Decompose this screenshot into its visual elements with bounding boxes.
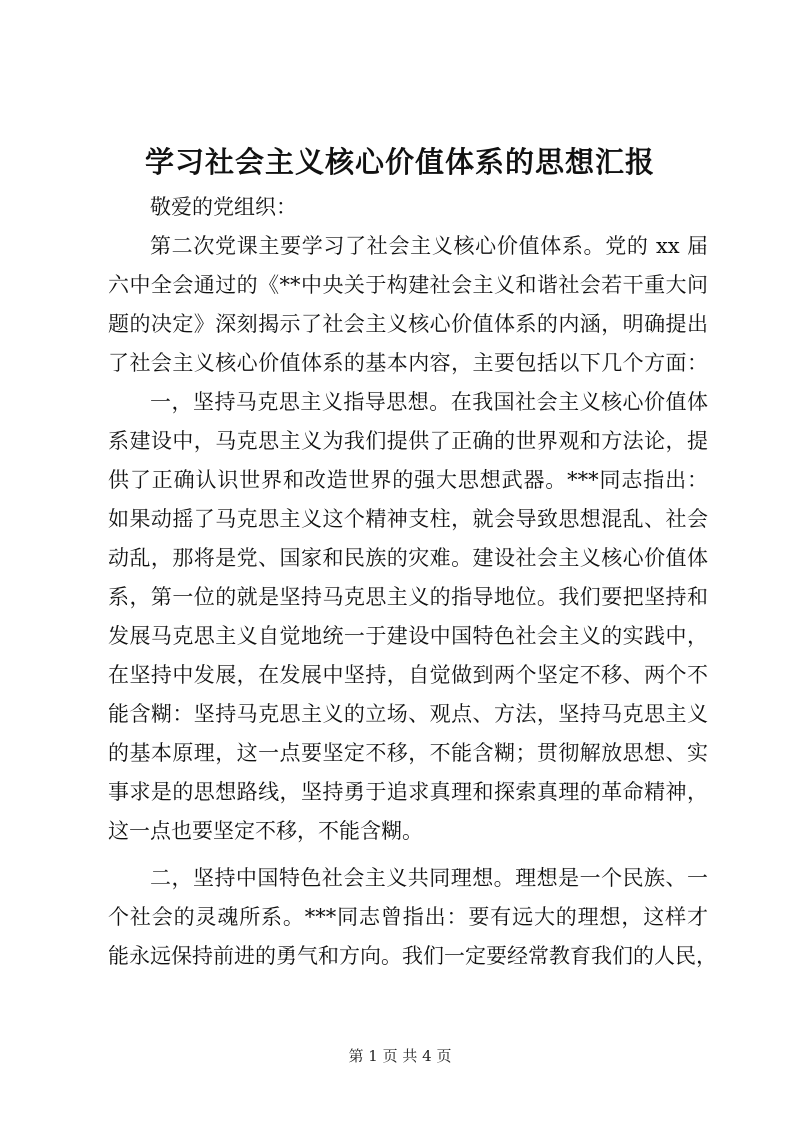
document-body xyxy=(108,188,717,976)
paragraph-line: 如果动摇了马克思主义这个精神支柱，就会导致思想混乱、社会 xyxy=(108,507,708,531)
paragraph-3 xyxy=(108,859,717,976)
paragraph-1 xyxy=(108,227,708,383)
paragraph-line: 个社会的灵魂所系。***同志曾指出：要有远大的理想，这样才 xyxy=(108,905,708,929)
paragraph-line: 题的决定》深刻揭示了社会主义核心价值体系的内涵，明确提出 xyxy=(108,312,708,336)
paragraph-line: 动乱，那将是党、国家和民族的灾难。建设社会主义核心价值体 xyxy=(108,546,708,570)
paragraph-line: 系建设中，马克思主义为我们提供了正确的世界观和方法论，提 xyxy=(108,429,708,453)
paragraph-line: 供了正确认识世界和改造世界的强大思想武器。***同志指出： xyxy=(108,468,708,492)
paragraph-line: 系，第一位的就是坚持马克思主义的指导地位。我们要把坚持和 xyxy=(108,585,708,609)
paragraph-line: 这一点也要坚定不移，不能含糊。 xyxy=(108,819,423,843)
paragraph-line: 第二次党课主要学习了社会主义核心价值体系。党的 xx 届 xyxy=(150,234,708,258)
paragraph-line: 发展马克思主义自觉地统一于建设中国特色社会主义的实践中， xyxy=(108,624,708,648)
paragraph-line: 二，坚持中国特色社会主义共同理想。理想是一个民族、一 xyxy=(150,866,708,890)
paragraph-line: 了社会主义核心价值体系的基本内容，主要包括以下几个方面： xyxy=(108,351,708,375)
paragraph-gap xyxy=(108,851,708,859)
document-title: 学习社会主义核心价值体系的思想汇报 xyxy=(144,145,655,179)
paragraph-line: 能永远保持前进的勇气和方向。我们一定要经常教育我们的人民， xyxy=(108,944,717,968)
paragraph-2 xyxy=(108,383,708,851)
paragraph-line: 在坚持中发展，在发展中坚持，自觉做到两个坚定不移、两个不 xyxy=(108,663,708,687)
paragraph-line: 的基本原理，这一点要坚定不移，不能含糊；贯彻解放思想、实 xyxy=(108,741,708,765)
page-footer: 第 1 页 共 4 页 xyxy=(348,1047,452,1065)
paragraph-line: 能含糊：坚持马克思主义的立场、观点、方法，坚持马克思主义 xyxy=(108,702,708,726)
salutation: 敬爱的党组织： xyxy=(150,195,297,219)
paragraph-line: 一，坚持马克思主义指导思想。在我国社会主义核心价值体 xyxy=(150,390,708,414)
paragraph-line: 事求是的思想路线，坚持勇于追求真理和探索真理的革命精神， xyxy=(108,780,708,804)
paragraph-line: 六中全会通过的《**中央关于构建社会主义和谐社会若干重大问 xyxy=(108,273,708,297)
